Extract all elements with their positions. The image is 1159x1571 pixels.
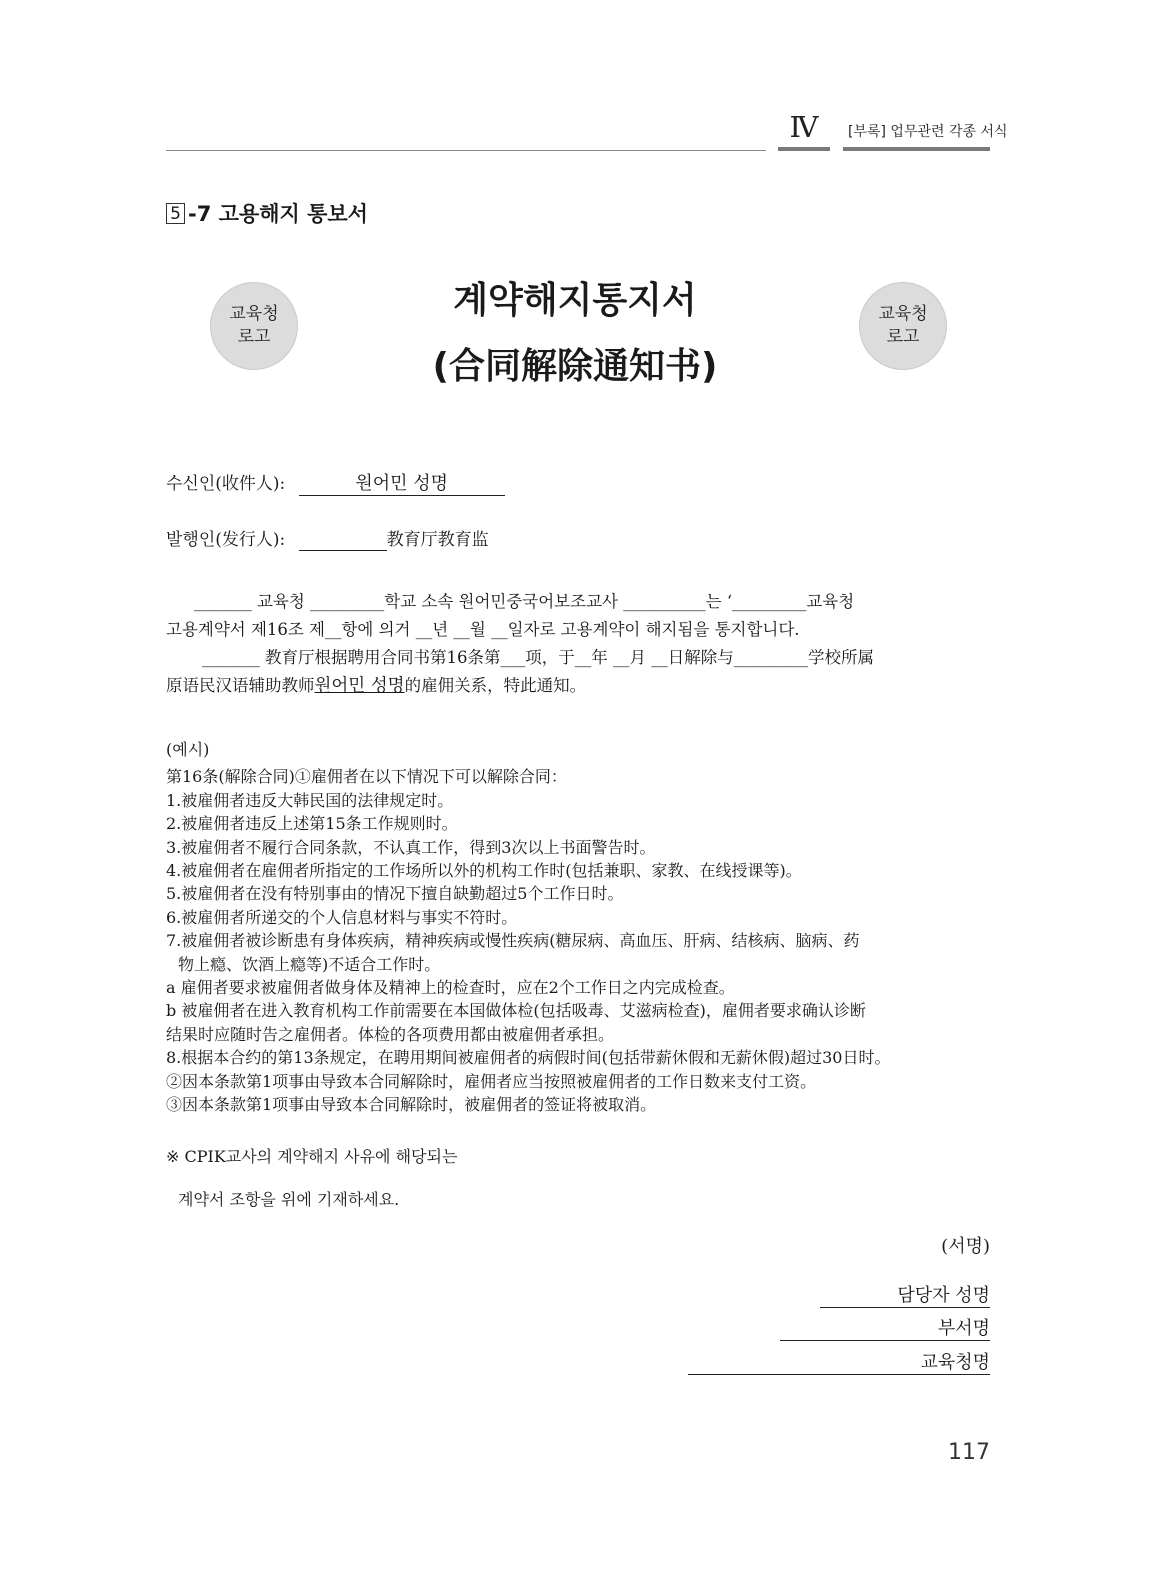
example-line: 第16条(解除合同)①雇佣者在以下情况下可以解除合同： xyxy=(166,767,567,787)
notice-chinese-prefix: 原语民汉语辅助教师 xyxy=(166,676,315,695)
header-rule xyxy=(166,150,766,151)
manager-name: 담당자 성명 xyxy=(820,1281,990,1308)
department-line xyxy=(780,1314,990,1341)
example-line: 1.被雇佣者违反大韩民国的法律规定时。 xyxy=(166,790,454,810)
logo-text-line: 로고 xyxy=(237,327,271,347)
right-office-logo-placeholder xyxy=(859,282,947,370)
example-line: 7.被雇佣者被诊断患有身体疾病，精神疾病或慢性疾病(糖尿病、高血压、肝病、结核病、脑病、药 xyxy=(166,931,860,951)
issuer-line xyxy=(166,525,489,551)
notice-korean-line2: 고용계약서 제16조 제__항에 의거 __년 __월 __일자로 고용계약이 해지됨을 통지합니다. xyxy=(166,620,800,639)
chapter-numeral-bar xyxy=(778,147,830,151)
chapter-numeral: Ⅳ xyxy=(789,110,819,144)
office-name: 교육청명 xyxy=(688,1348,990,1375)
signature-mark: (서명) xyxy=(941,1236,990,1257)
office-line xyxy=(688,1348,990,1375)
example-line: a 雇佣者要求被雇佣者做身体及精神上的检查时，应在2个工作日之内完成检查。 xyxy=(166,978,735,998)
document-title-korean: 계약해지통지서 xyxy=(453,280,697,321)
example-line: 4.被雇佣者在雇佣者所指定的工作场所以外的机构工作时(包括兼职、家教、在线授课等)。 xyxy=(166,861,802,881)
chapter-title-bar xyxy=(843,147,990,151)
page-number: 117 xyxy=(948,1440,990,1465)
recipient-line xyxy=(166,469,505,496)
example-line: ②因本条款第1项事由导致本合同解除时，雇佣者应当按照被雇佣者的工作日数来支付工资。 xyxy=(166,1071,817,1091)
example-line: 8.根据本合约的第13条规定，在聘用期间被雇佣者的病假时间(包括带薪休假和无薪休假)超过30日时。 xyxy=(166,1048,891,1068)
example-line: b 被雇佣者在进入教育机构工作前需要在本国做体检(包括吸毒、艾滋病检查)，雇佣者要求确认诊断 xyxy=(166,1001,866,1021)
example-line: 物上瘾、饮酒上瘾等)不适合工作时。 xyxy=(178,954,441,974)
document-title-chinese: (合同解除通知书) xyxy=(432,346,718,387)
section-title: -7 고용해지 통보서 xyxy=(188,202,368,226)
notice-chinese-suffix: 的雇佣关系，特此通知。 xyxy=(404,676,587,695)
note-line1: ※ CPIK교사의 계약해지 사유에 해당되는 xyxy=(166,1147,458,1166)
recipient-label: 수신인(收件人): xyxy=(166,474,286,494)
issuer-blank xyxy=(299,530,387,551)
left-office-logo-placeholder xyxy=(210,282,298,370)
notice-body xyxy=(166,588,990,700)
example-clauses xyxy=(166,738,990,1117)
logo-text-line: 교육청 xyxy=(229,304,279,324)
manager-name-line xyxy=(820,1281,990,1308)
example-line: 2.被雇佣者违反上述第15条工作规则时。 xyxy=(166,814,458,834)
notice-korean-line1: _______ 교육청 _________학교 소속 원어민중국어보조교사 __________는 ‘_________교육청 xyxy=(194,592,855,611)
example-line: ③因本条款第1项事由导致本合同解除时，被雇佣者的签证将被取消。 xyxy=(166,1095,657,1115)
logo-text-line: 로고 xyxy=(886,327,920,347)
notice-chinese-line1: _______ 教育厅根据聘用合同书第16条第___项，于__年 __月 __日解除与_________学校所属 xyxy=(202,648,874,667)
example-line: 3.被雇佣者不履行合同条款，不认真工作，得到3次以上书面警告时。 xyxy=(166,837,656,857)
issuer-value: 教育厅教育监 xyxy=(386,530,489,550)
section-number-box: 5 xyxy=(166,203,185,224)
example-label: (예시) xyxy=(166,740,210,759)
chapter-title: [부록] 업무관련 각종 서식 xyxy=(848,124,1008,140)
logo-text-line: 교육청 xyxy=(878,304,928,324)
issuer-label: 발행인(发行人): xyxy=(166,530,286,550)
recipient-value: 원어민 성명 xyxy=(299,469,505,496)
section-heading xyxy=(166,198,368,228)
notice-teacher-name: 원어민 성명 xyxy=(314,676,405,696)
example-line: 5.被雇佣者在没有特别事由的情况下擅自缺勤超过5个工作日时。 xyxy=(166,884,624,904)
notice-chinese-line2 xyxy=(166,672,990,700)
example-line: 结果时应随时告之雇佣者。体检的各项费用都由被雇佣者承担。 xyxy=(166,1024,615,1044)
note-line2: 계약서 조항을 위에 기재하세요. xyxy=(178,1190,400,1209)
example-line: 6.被雇佣者所递交的个人信息材料与事实不符时。 xyxy=(166,907,518,927)
department-name: 부서명 xyxy=(780,1314,990,1341)
